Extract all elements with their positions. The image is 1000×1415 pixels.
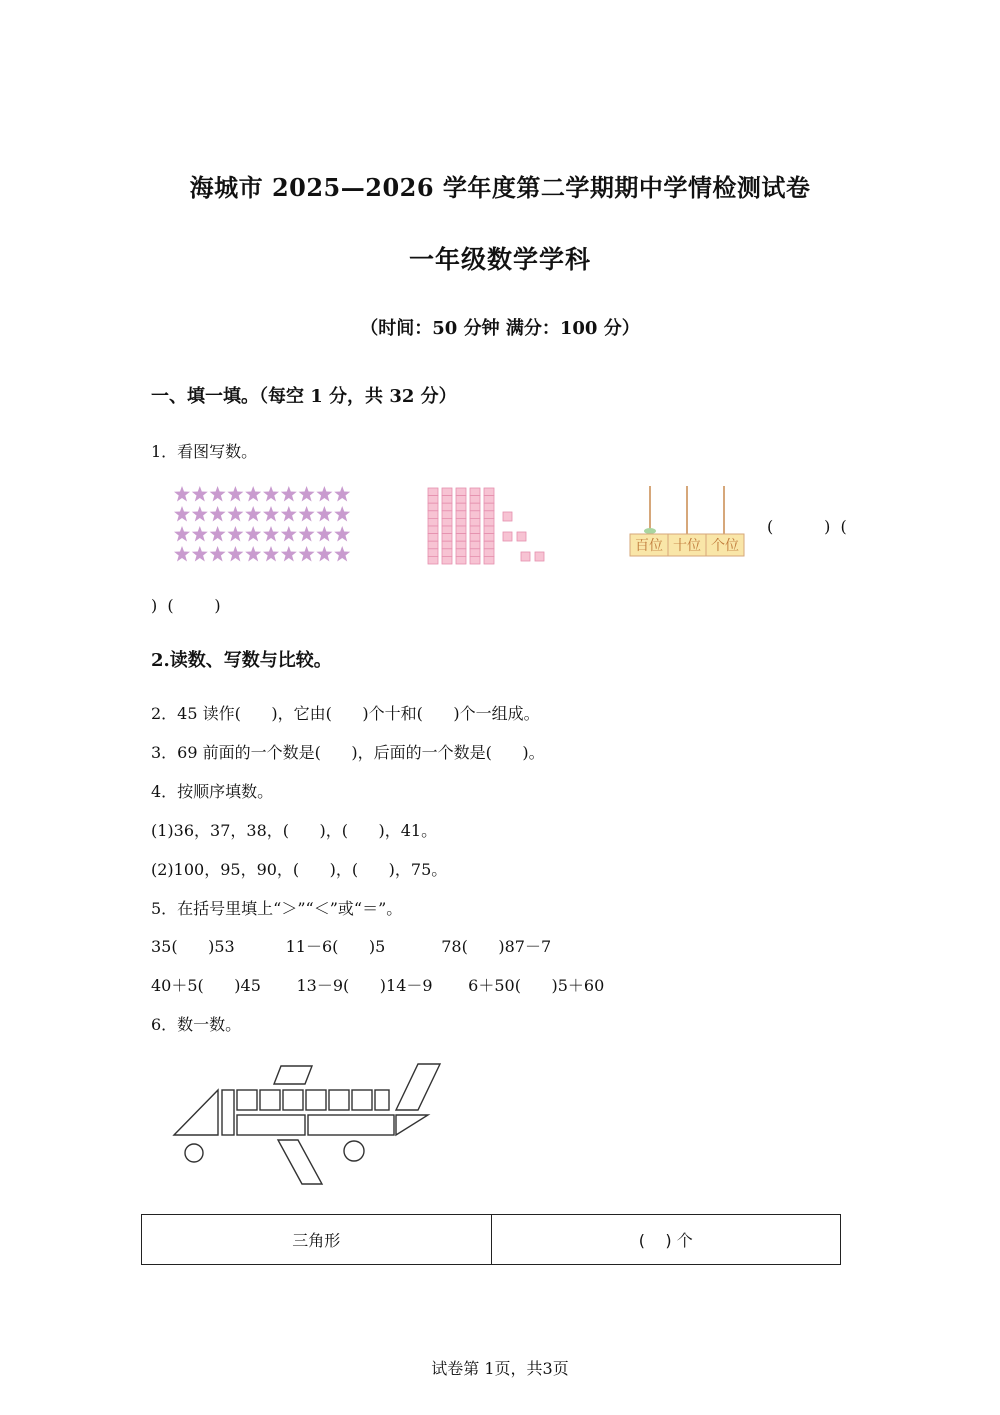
- star-shape: [210, 526, 226, 542]
- rod-cube: [442, 556, 452, 564]
- shape-parallelogram-wing: [278, 1140, 322, 1184]
- rod-cube: [442, 488, 452, 496]
- shape-triangle-nose: [174, 1090, 218, 1135]
- star-shape: [299, 526, 315, 542]
- rod-cube: [456, 541, 466, 549]
- star-shape: [334, 486, 350, 502]
- rod-cube: [470, 496, 480, 504]
- rod-cube: [484, 556, 494, 564]
- star-shape: [316, 486, 332, 502]
- question-5-line2: 40＋5( )45 13－9( )14－9 6＋50( )5＋60: [151, 976, 605, 995]
- unit-cube: [521, 552, 530, 561]
- table-cell-count[interactable]: ( ) 个: [491, 1215, 841, 1265]
- star-shape: [174, 546, 190, 562]
- abacus-figure: [628, 484, 748, 559]
- sub-heading-read-write: 2.读数、写数与比较。: [151, 650, 332, 671]
- rod-cube: [442, 534, 452, 542]
- unit-cube: [535, 552, 544, 561]
- rod-cube: [456, 526, 466, 534]
- question-4-line1: (1)36，37，38，( )，( )，41。: [151, 821, 438, 840]
- table-cell-shape: 三角形: [142, 1215, 492, 1265]
- star-shape: [227, 546, 243, 562]
- rod-cube: [456, 534, 466, 542]
- star-shape: [227, 506, 243, 522]
- rod-cube: [442, 496, 452, 504]
- rod-cube: [456, 549, 466, 557]
- page-footer: 试卷第 1页，共3页: [431, 1359, 569, 1378]
- rod-cube: [428, 556, 438, 564]
- rod-cube: [428, 503, 438, 511]
- rod-cube: [484, 511, 494, 519]
- rod-cube: [456, 511, 466, 519]
- unit-cube: [503, 512, 512, 521]
- question-4-label: 4．按顺序填数。: [151, 782, 274, 801]
- star-shape: [299, 506, 315, 522]
- rod-cube: [428, 526, 438, 534]
- star-shape: [263, 546, 279, 562]
- abacus-label-tens: 十位: [673, 538, 701, 554]
- rod-cube: [428, 496, 438, 504]
- rod-cube: [470, 541, 480, 549]
- star-shape: [316, 506, 332, 522]
- rod-cube: [456, 556, 466, 564]
- rod-cube: [456, 488, 466, 496]
- question-5-label: 5．在括号里填上“＞”“＜”或“＝”。: [151, 899, 403, 918]
- rod-cube: [470, 511, 480, 519]
- rod-cube: [484, 518, 494, 526]
- star-shape: [316, 546, 332, 562]
- rod-cube: [484, 503, 494, 511]
- star-shape: [334, 546, 350, 562]
- star-shape: [192, 546, 208, 562]
- rod-cube: [428, 541, 438, 549]
- rod-cube: [470, 549, 480, 557]
- star-shape: [299, 486, 315, 502]
- rod-cube: [484, 549, 494, 557]
- star-shape: [174, 526, 190, 542]
- rod-cube: [470, 488, 480, 496]
- star-shape: [263, 506, 279, 522]
- star-shape: [245, 486, 261, 502]
- unit-cube: [503, 532, 512, 541]
- star-shape: [263, 486, 279, 502]
- time-info: （时间：50 分钟 满分：100 分）: [360, 318, 640, 339]
- rod-cube: [428, 534, 438, 542]
- rod-cube: [456, 503, 466, 511]
- star-shape: [227, 526, 243, 542]
- rod-cube: [442, 511, 452, 519]
- question-3: 3．69 前面的一个数是( )，后面的一个数是( )。: [151, 743, 545, 762]
- rod-cube: [456, 496, 466, 504]
- star-shape: [174, 506, 190, 522]
- question-2: 2．45 读作( )，它由( )个十和( )个一组成。: [151, 704, 540, 723]
- rod-cube: [484, 541, 494, 549]
- airplane-shapes-figure: [170, 1060, 445, 1190]
- star-shape: [281, 526, 297, 542]
- rod-cube: [442, 526, 452, 534]
- star-shape: [281, 546, 297, 562]
- star-shape: [210, 506, 226, 522]
- star-shape: [316, 526, 332, 542]
- rod-cube: [428, 511, 438, 519]
- rod-cube: [442, 549, 452, 557]
- abacus-label-hundreds: 百位: [635, 538, 663, 554]
- rod-cube: [470, 526, 480, 534]
- star-shape: [174, 486, 190, 502]
- shape-rectangle: [222, 1090, 234, 1135]
- rod-cube: [470, 556, 480, 564]
- question-5-line1: 35( )53 11－6( )5 78( )87－7: [151, 937, 552, 956]
- stars-figure: [172, 484, 357, 566]
- rod-cube: [484, 526, 494, 534]
- star-shape: [245, 506, 261, 522]
- star-shape: [227, 486, 243, 502]
- star-shape: [245, 526, 261, 542]
- shape-triangle-tail: [396, 1115, 428, 1135]
- section-heading: 一、填一填。（每空 1 分，共 32 分）: [151, 386, 457, 407]
- unit-cube: [517, 532, 526, 541]
- star-shape: [245, 546, 261, 562]
- cubes-figure: [425, 484, 555, 568]
- subject-title: 一年级数学学科: [408, 245, 591, 274]
- question-1-label: 1．看图写数。: [151, 442, 258, 461]
- rod-cube: [442, 518, 452, 526]
- star-shape: [210, 486, 226, 502]
- table-row: [142, 1215, 841, 1265]
- star-shape: [281, 506, 297, 522]
- star-shape: [192, 526, 208, 542]
- rod-cube: [470, 534, 480, 542]
- answer-blanks-line2: ) ( ): [151, 596, 221, 615]
- shape-count-table: [141, 1214, 841, 1265]
- rod-cube: [456, 518, 466, 526]
- rod-cube: [428, 549, 438, 557]
- answer-blanks-line1: ( ) (: [767, 517, 847, 536]
- rod-cube: [484, 534, 494, 542]
- shape-parallelogram-top: [274, 1066, 312, 1084]
- rod-cube: [470, 518, 480, 526]
- question-6-label: 6．数一数。: [151, 1015, 242, 1034]
- rod-cube: [428, 488, 438, 496]
- star-shape: [192, 506, 208, 522]
- rod-cube: [484, 496, 494, 504]
- rod-cube: [442, 541, 452, 549]
- exam-title: 海城市 2025—2026 学年度第二学期期中学情检测试卷: [189, 173, 811, 202]
- rod-cube: [442, 503, 452, 511]
- question-4-line2: (2)100，95，90，( )，( )，75。: [151, 860, 448, 879]
- star-shape: [263, 526, 279, 542]
- star-shape: [299, 546, 315, 562]
- rod-cube: [470, 503, 480, 511]
- rod-cube: [428, 518, 438, 526]
- star-shape: [281, 486, 297, 502]
- star-shape: [210, 546, 226, 562]
- rod-cube: [484, 488, 494, 496]
- star-shape: [192, 486, 208, 502]
- abacus-label-ones: 个位: [711, 538, 739, 554]
- shape-parallelogram-tail: [396, 1064, 440, 1110]
- star-shape: [334, 506, 350, 522]
- star-shape: [334, 526, 350, 542]
